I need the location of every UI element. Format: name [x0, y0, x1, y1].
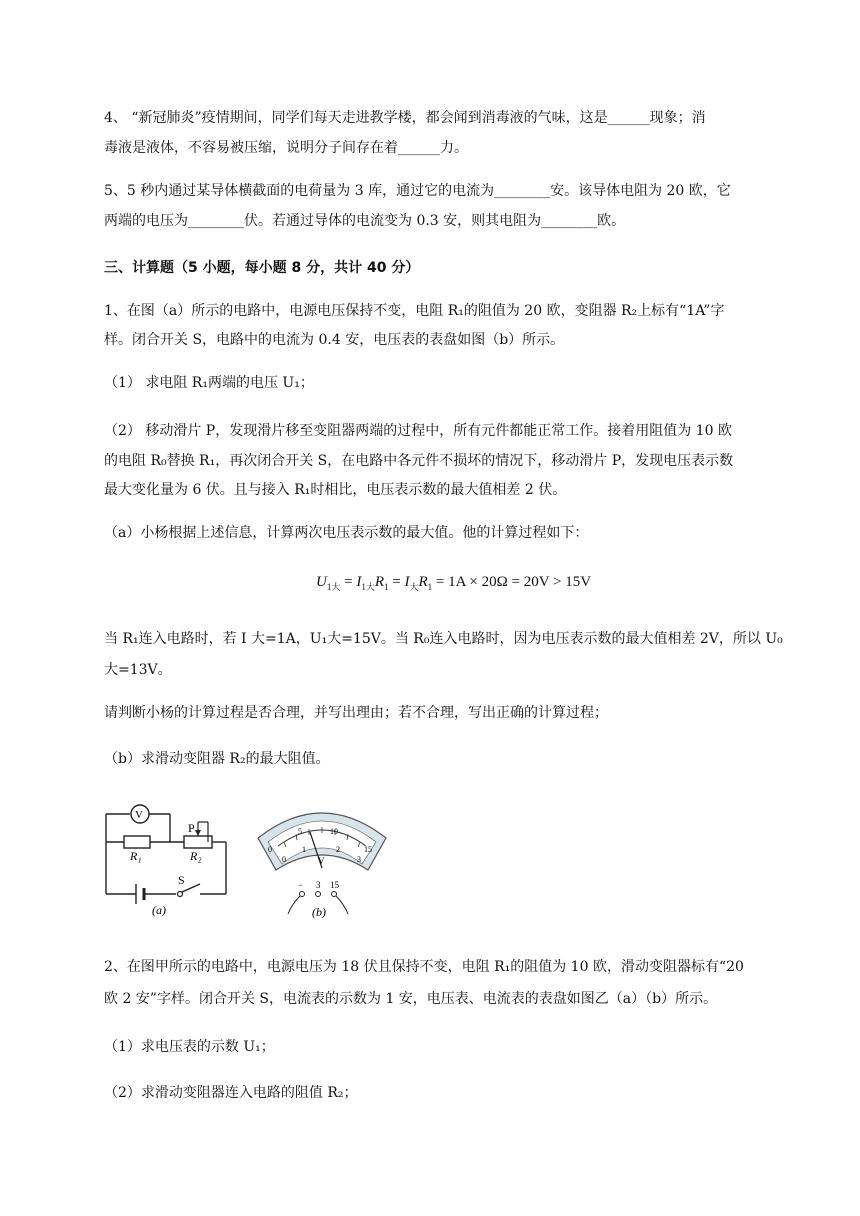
- problem-1-note-line-1: 当 R₁连入电路时，若 I 大=1A，U₁大=15V。当 R₀连入电路时，因为电压表示数的最大值相差 2V，所以 U₀: [104, 631, 783, 647]
- switch-label: S: [178, 873, 185, 887]
- caption-a: (a): [152, 903, 166, 917]
- resistor-r1: [124, 836, 150, 848]
- dial-tick-outer-10: 10: [330, 827, 338, 836]
- r2-label: R₂: [190, 849, 202, 863]
- problem-1-question-2-line-2: 的电阻 R₀替换 R₁，再次闭合开关 S，在电路中各元件不损坏的情况下，移动滑片 P，发现电压表示数: [104, 453, 734, 469]
- problem-1-question-2-line-3: 最大变化量为 6 伏。且与接入 R₁时相比，电压表示数的最大值相差 2 伏。: [104, 482, 567, 498]
- slider-label: P: [188, 821, 195, 835]
- terminal-3: 3: [316, 880, 321, 890]
- problem-1-part-a: （a）小杨根据上述信息，计算两次电压表示数的最大值。他的计算过程如下：: [104, 525, 589, 541]
- dial-tick-outer-15: 15: [364, 845, 372, 854]
- problem-1-part-b: （b）求滑动变阻器 R₂的最大阻值。: [104, 751, 330, 767]
- circuit-diagram: [100, 796, 240, 921]
- dial-tick-inner-3: 3: [357, 855, 361, 864]
- dial-tick-outer-5: 5: [298, 827, 302, 836]
- problem-1-note-line-2: 大=13V。: [104, 662, 172, 678]
- calculation-formula: $U_{1大} = I_{1大}R_1 = I_大R_1 = 1A \times 20\Omega = 20V > 15V$: [316, 574, 592, 592]
- problem-1-question-1: （1） 求电阻 R₁两端的电压 U₁；: [104, 375, 314, 391]
- section-3-heading: 三、计算题（5 小题，每小题 8 分，共计 40 分）: [104, 260, 420, 276]
- q4-line-2: 毒液是液体，不容易被压缩，说明分子间存在着______力。: [104, 140, 468, 156]
- q5-line-1: 5、5 秒内通过某导体横截面的电荷量为 3 库，通过它的电流为________安。该导体电阻为 20 欧，它: [104, 183, 731, 199]
- problem-2-question-2: （2）求滑动变阻器连入电路的阻值 R₂；: [104, 1085, 358, 1101]
- terminal-15: 15: [330, 880, 339, 890]
- problem-1-question-2-line-1: （2） 移动滑片 P，发现滑片移至变阻器两端的过程中，所有元件都能正常工作。接着用阻值为 10 欧: [104, 423, 732, 439]
- dial-tick-outer-0: 0: [268, 845, 272, 854]
- problem-2-question-1: （1）求电压表的示数 U₁；: [104, 1039, 275, 1055]
- voltmeter-label: V: [135, 809, 143, 821]
- problem-1-line-2: 样。闭合开关 S，电路中的电流为 0.4 安，电压表的表盘如图（b）所示。: [104, 332, 565, 348]
- voltmeter-dial: [252, 796, 392, 921]
- problem-1-judge: 请判断小杨的计算过程是否合理，并写出理由；若不合理，写出正确的计算过程；: [104, 705, 608, 721]
- q5-line-2: 两端的电压为________伏。若通过导体的电流变为 0.3 安，则其电阻为________欧。: [104, 213, 626, 229]
- problem-2-line-2: 欧 2 安”字样。闭合开关 S，电流表的示数为 1 安，电压表、电流表的表盘如图乙（a）（b）所示。: [104, 991, 718, 1007]
- dial-tick-inner-1: 1: [302, 845, 306, 854]
- r1-label: R₁: [130, 849, 142, 863]
- problem-1-line-1: 1、在图（a）所示的电路中，电源电压保持不变，电阻 R₁的阻值为 20 欧，变阻器 R₂上标有“1A”字: [104, 303, 725, 319]
- q4-line-1: 4、 “新冠肺炎”疫情期间，同学们每天走进教学楼，都会闻到消毒液的气味，这是______现象；消: [104, 110, 706, 126]
- caption-b: (b): [312, 905, 326, 919]
- problem-2-line-1: 2、在图甲所示的电路中，电源电压为 18 伏且保持不变，电阻 R₁的阻值为 10 欧，滑动变阻器标有“20: [104, 959, 744, 975]
- dial-unit: V: [318, 856, 325, 866]
- dial-tick-inner-0: 0: [282, 855, 286, 864]
- terminal-negative: −: [298, 880, 304, 890]
- dial-tick-inner-2: 2: [336, 845, 340, 854]
